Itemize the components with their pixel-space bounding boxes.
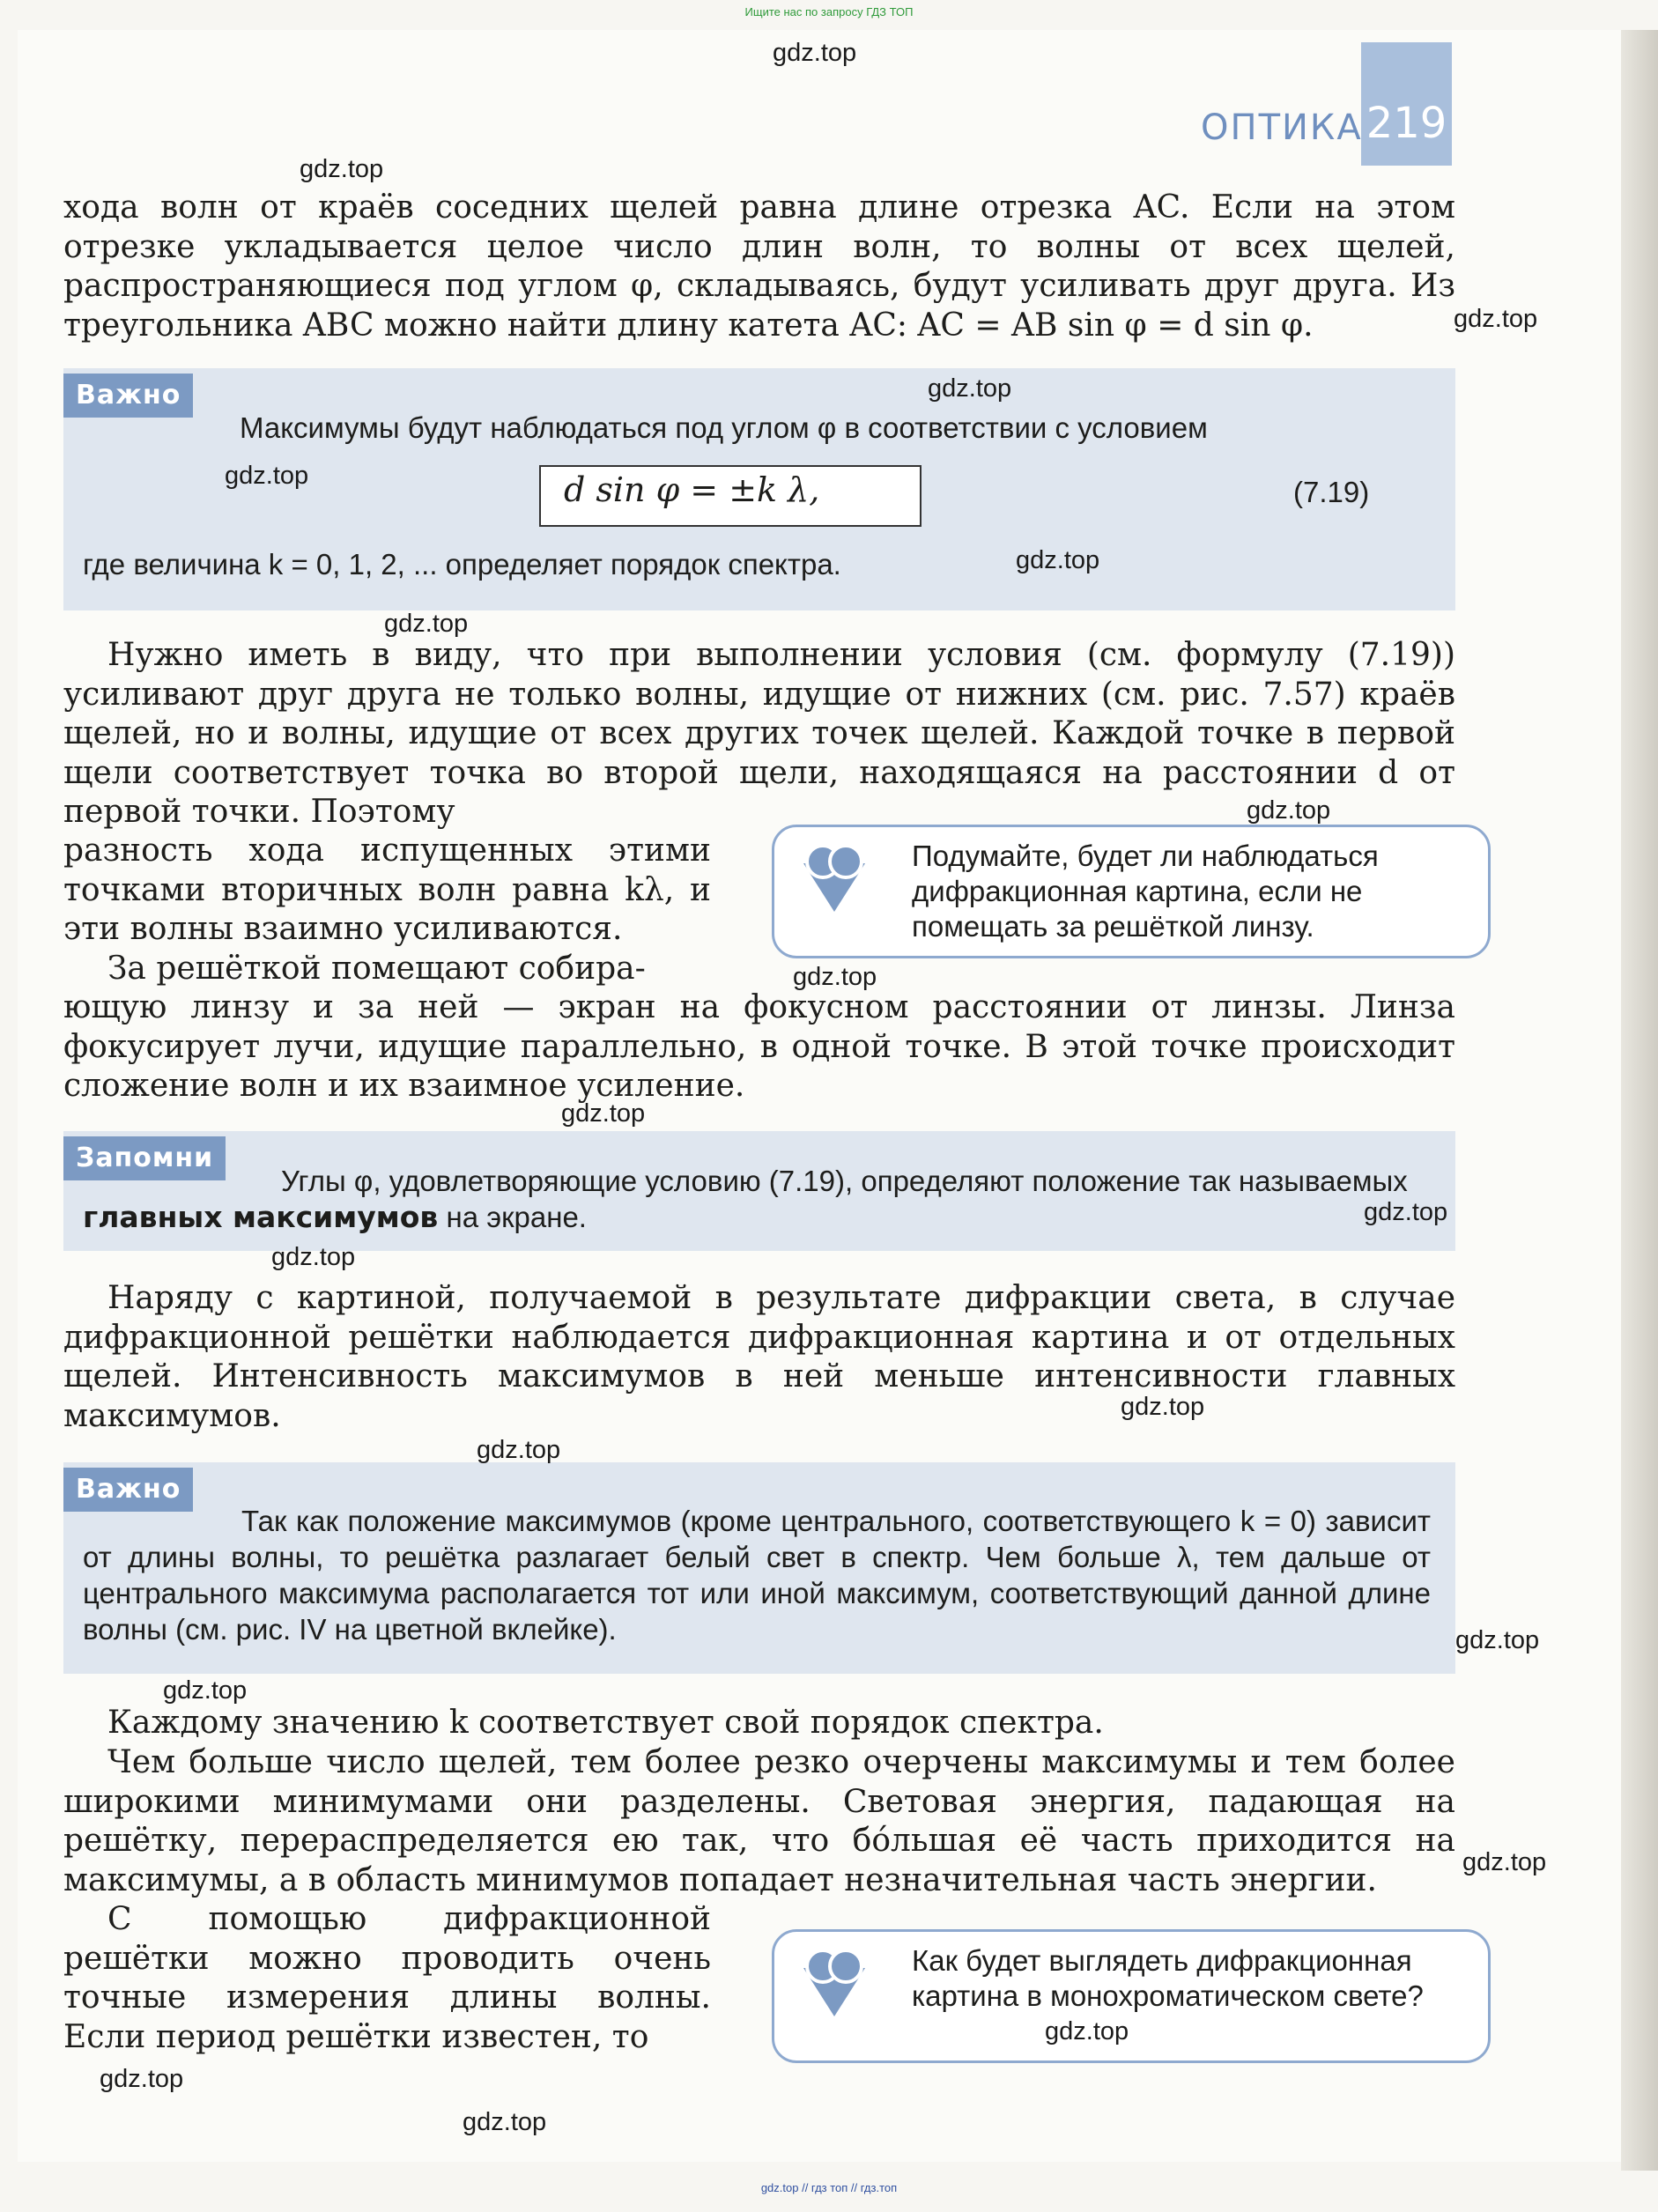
- important-1-line1: Максимумы будут наблюдаться под углом φ в соответствии с условием: [240, 411, 1208, 444]
- watermark: gdz.top: [1045, 2017, 1129, 2046]
- watermark: gdz.top: [1455, 1626, 1540, 1654]
- watermark: gdz.top: [1247, 796, 1331, 825]
- paragraph-5: Каждому значению k соответствует свой порядок спектра.: [107, 1705, 1104, 1741]
- watermark: gdz.top: [1121, 1393, 1205, 1421]
- watermark: gdz.top: [300, 155, 384, 183]
- watermark: gdz.top: [100, 2065, 184, 2093]
- important-1-line2: где величина k = 0, 1, 2, ... определяет порядок спектра.: [83, 548, 841, 581]
- remember-text: Углы φ, удовлетворяющие условию (7.19), определяют положение так называемых главных максимумов на экране.: [83, 1165, 1408, 1234]
- paragraph-2b: разность хода испущенных этими точками вторичных волн равна kλ, и эти волны взаимно усиливаются.: [63, 832, 711, 947]
- important-tag-1: Важно: [63, 374, 193, 418]
- watermark: gdz.top: [477, 1436, 561, 1464]
- paragraph-4: Наряду с картиной, получаемой в результате дифракции света, в случае дифракционной решётки наблюдается дифракционная картина и от отдельных щелей. Интенсивность максимумов в ней меньше интенсивности главных максимумов.: [63, 1280, 1455, 1434]
- watermark: gdz.top: [163, 1676, 248, 1705]
- bottom-banner: gdz.top // гдз топ // гдз.топ: [760, 2181, 898, 2194]
- remember-tag: Запомни: [63, 1136, 226, 1180]
- thinking-head-icon: [795, 837, 874, 916]
- paragraph-3b: ющую линзу и за ней — экран на фокусном расстоянии от линзы. Линза фокусирует лучи, идущие параллельно, в одной точке. В этой точке происходит сложение волн и их взаимное усиление.: [63, 989, 1455, 1104]
- main-maxima-term: главных максимумов: [83, 1200, 439, 1234]
- watermark: gdz.top: [1454, 305, 1538, 333]
- watermark: gdz.top: [1364, 1198, 1448, 1226]
- important-tag-2: Важно: [63, 1468, 193, 1512]
- paragraph-3a: За решёткой помещают собира-: [107, 951, 646, 987]
- watermark: gdz.top: [1462, 1848, 1547, 1876]
- watermark: gdz.top: [793, 963, 877, 991]
- paragraph-6: Чем больше число щелей, тем более резко очерчены максимумы и тем более широкими минимумами они разделены. Световая энергия, падающая на решётку, перераспределяется ею так, что бóльшая её часть приходится на максимумы, а в область минимумов попадает незначительная часть энергии.: [63, 1744, 1455, 1898]
- page-number: 219: [1366, 99, 1447, 148]
- think-1-text: Подумайте, будет ли наблюдаться дифракционная картина, если не помещать за решёткой линзу.: [912, 840, 1379, 943]
- important-2-text: Так как положение максимумов (кроме центрального, соответствующего k = 0) зависит от длины волны, то решётка разлагает белый свет в спектр. Чем больше λ, тем дальше от центрального максимума располагается тот или иной максимум, соответствующий данной длине волны (см. рис. IV на цветной вклейке).: [83, 1505, 1431, 1646]
- page-edge-shadow: [1621, 30, 1658, 2171]
- think-2-text: Как будет выглядеть дифракционная картина в монохроматическом свете?: [912, 1944, 1424, 2012]
- watermark: gdz.top: [928, 374, 1012, 403]
- formula-number: (7.19): [1293, 476, 1370, 508]
- watermark: gdz.top: [561, 1099, 646, 1128]
- paragraph-1: хода волн от краёв соседних щелей равна длине отрезка AC. Если на этом отрезке укладывается целое число длин волн, то волны от всех щелей, распространяющиеся под углом φ, складываясь, будут усиливать друг друга. Из треугольника ABC можно найти длину катета AC: AC = AB sin φ = d sin φ.: [63, 189, 1455, 344]
- watermark: gdz.top: [463, 2108, 547, 2136]
- section-title: ОПТИКА: [1201, 107, 1363, 148]
- paragraph-7: С помощью дифракционной решётки можно проводить очень точные измерения длины волны. Если период решётки известен, то: [63, 1901, 711, 2055]
- top-banner: Ищите нас по запросу ГДЗ ТОП: [744, 5, 914, 18]
- watermark: gdz.top: [225, 462, 309, 490]
- thinking-head-icon: [795, 1942, 874, 2021]
- watermark: gdz.top: [773, 39, 857, 67]
- paragraph-2a: Нужно иметь в виду, что при выполнении условия (см. формулу (7.19)) усиливают друг друга не только волны, идущие от нижних (см. рис. 7.57) краёв щелей, но и волны, идущие от всех других точек щелей. Каждой точке в первой щели соответствует точка во второй щели, находящаяся на расстоянии d от первой точки. Поэтому: [63, 637, 1455, 830]
- watermark: gdz.top: [384, 610, 469, 638]
- formula-7-19: d sin φ = ±k λ,: [564, 470, 820, 509]
- watermark: gdz.top: [271, 1243, 356, 1271]
- watermark: gdz.top: [1016, 546, 1100, 574]
